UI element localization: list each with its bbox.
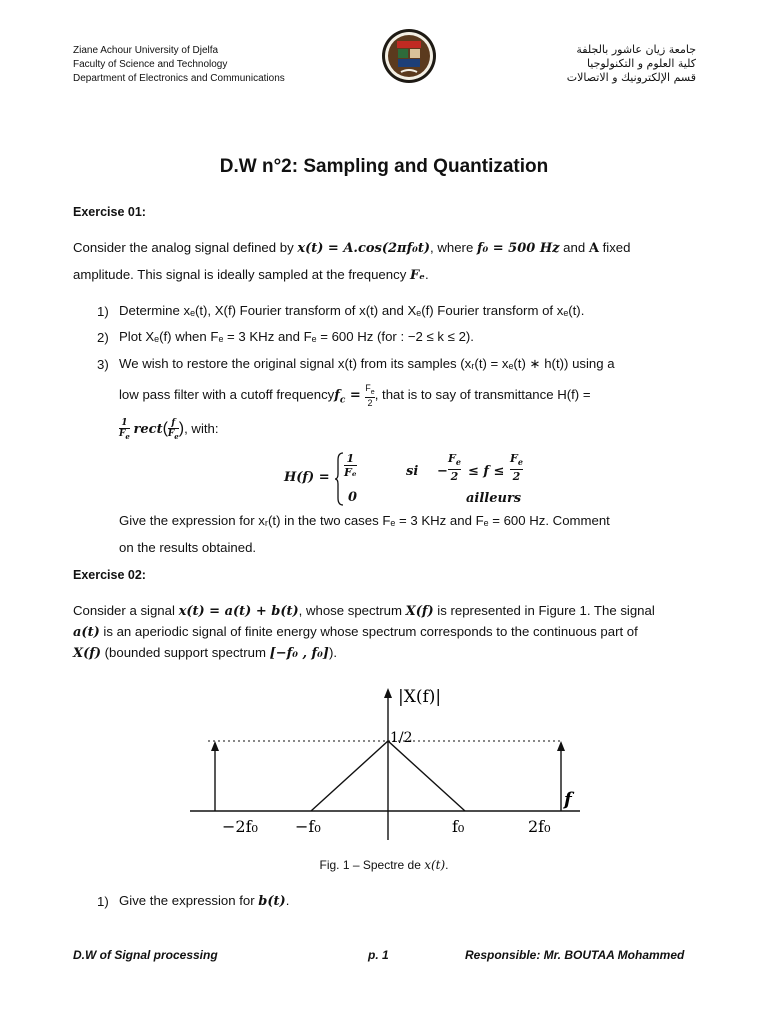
filter-definition: H(f) = $\frac{1}{\text{Fₑ}}$ 0 si − $\frac{F_e}{2}$ ≤ f ≤ $\frac{F_e}{2}$ ailleurs [284, 452, 523, 506]
exercise-1-intro-line1: Consider the analog signal defined by x(t) = A.cos(2πf₀t), where f₀ = 500 Hz and A fixed [73, 240, 631, 256]
tick-label-minus-f0: −f₀ [295, 817, 321, 836]
university-seal-icon [381, 28, 437, 84]
faculty-name-arabic: كلية العلوم و التكنولوجيا [586, 57, 696, 70]
item-3-line2: low pass filter with a cutoff frequencyf$_c$ = $\frac{F_e}{2}$ , that is to say of transmittance H(f) = [119, 382, 591, 409]
spectrum-figure [180, 680, 600, 845]
ex2-question-1: Give the expression for b(t). [119, 893, 290, 909]
tick-label-2f0: 2f₀ [528, 817, 551, 836]
university-name-arabic: جامعة زيان عاشور بالجلفة [576, 43, 696, 56]
f0-definition: f₀ = 500 Hz [476, 241, 560, 256]
filter-condition: ≤ f ≤ [468, 464, 505, 479]
header-right [520, 43, 696, 85]
x-axis-label: f [564, 789, 572, 810]
item-2-number: 2) [97, 330, 109, 345]
department-name-arabic: قسم الإلكترونيك و الاتصالات [566, 71, 696, 84]
item-1-number: 1) [97, 304, 109, 319]
item-3-number: 3) [97, 357, 109, 372]
footer-course: D.W of Signal processing [73, 948, 218, 962]
page-title: D.W n°2: Sampling and Quantization [219, 156, 549, 177]
give-expression-line2: on the results obtained. [119, 540, 257, 555]
filter-case-1: $\frac{1}{\text{Fₑ}}$ [344, 452, 357, 479]
exercise-2-line2: a(t) is an aperiodic signal of finite energy whose spectrum corresponds to the continuous part of [73, 624, 638, 640]
tick-label-minus-2f0: −2f₀ [222, 817, 258, 836]
footer-page-number: p. 1 [368, 948, 389, 962]
filter-lhs: H(f) = [284, 470, 330, 485]
impulse-arrow-1 [211, 741, 219, 751]
header-left [73, 44, 285, 86]
figure-caption: Fig. 1 – Spectre de x(t). [319, 858, 449, 872]
give-expression-line1: Give the expression for xᵣ(t) in the two cases Fₑ = 3 KHz and Fₑ = 600 Hz. Comment [119, 513, 610, 528]
impulse-arrow-2 [557, 741, 565, 751]
y-axis-arrow [384, 688, 392, 698]
exercise-2-heading: Exercise 02: [73, 568, 146, 582]
exercise-2-line3: X(f) (bounded support spectrum [−f₀ , f₀]). [73, 645, 338, 661]
footer-responsible: Responsible: Mr. BOUTAA Mohammed [465, 948, 685, 962]
department-name: Department of Electronics and Communications [73, 73, 285, 84]
ex2-question-1-number: 1) [97, 894, 109, 909]
exercise-1-intro-line2: amplitude. This signal is ideally sampled at the frequency Fₑ. [73, 267, 429, 283]
faculty-name: Faculty of Science and Technology [73, 59, 228, 70]
filter-case-2: 0 [348, 490, 358, 505]
xt-definition: x(t) = A.cos(2πf₀t) [297, 241, 431, 256]
item-3-line3: $\frac{1}{F_e}$ rect( $\frac{f}{F_e}$ ), with: [119, 417, 219, 441]
university-name: Ziane Achour University of Djelfa [73, 45, 219, 56]
filter-ailleurs: ailleurs [466, 491, 522, 506]
y-axis-label: |X(f)| [398, 687, 442, 707]
exercise-2-line1: Consider a signal x(t) = a(t) + b(t), whose spectrum X(f) is represented in Figure 1. The signal [73, 603, 655, 619]
tick-label-f0: f₀ [452, 817, 465, 836]
item-1-text: Determine xₑ(t), X(f) Fourier transform of x(t) and Xₑ(f) Fourier transform of xₑ(t). [119, 303, 585, 318]
item-3-line1: We wish to restore the original signal x(t) from its samples (xᵣ(t) = xₑ(t) ∗ h(t)) using a [119, 356, 615, 371]
peak-label: 1/2 [390, 730, 413, 746]
filter-si: si [406, 464, 419, 479]
exercise-1-heading: Exercise 01: [73, 205, 146, 219]
item-2-text: Plot Xₑ(f) when Fₑ = 3 KHz and Fₑ = 600 Hz (for : −2 ≤ k ≤ 2). [119, 329, 474, 344]
